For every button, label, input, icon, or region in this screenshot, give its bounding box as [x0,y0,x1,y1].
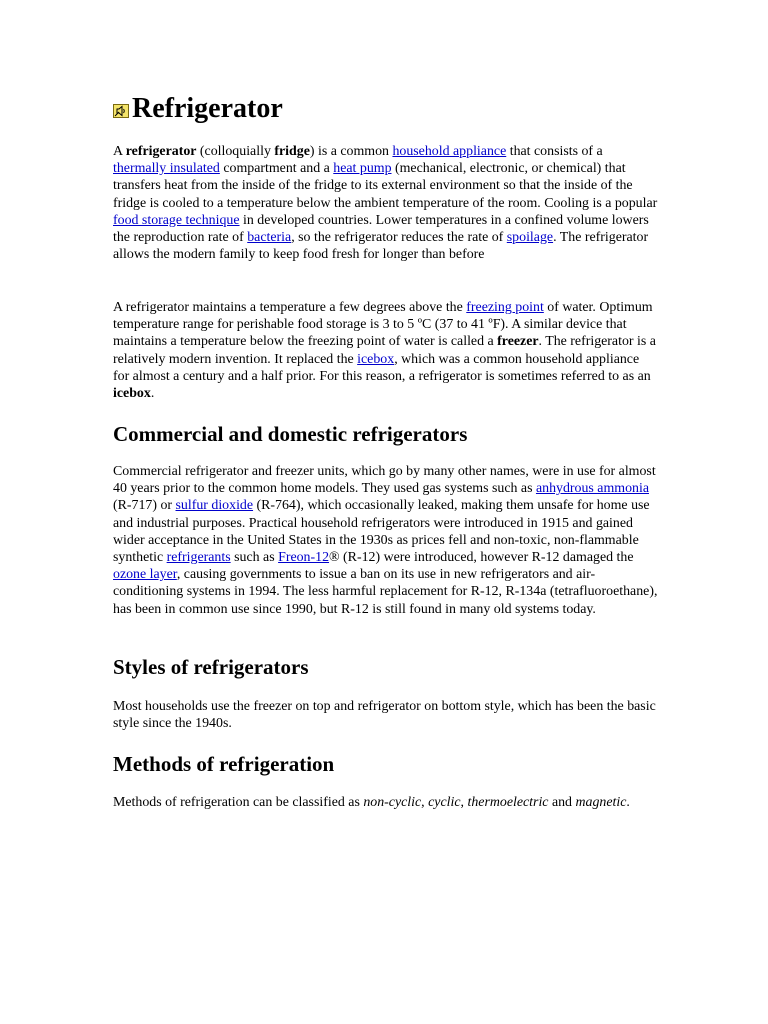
link-thermally-insulated[interactable]: thermally insulated [113,161,220,177]
link-food-storage-technique[interactable]: food storage technique [113,212,240,228]
text-span: Commercial refrigerator and freezer units, which go by many other names, were in use for almost 40 years prior to the common home models. They used gas systems such as [113,464,656,497]
text-span: (mechanical, electronic, or chemical) that transfers heat from the inside of the fridge to its external environment so that the inside of the fridge is cooled to a temperature below the ambient temperature of the room. Cooling is a popular [113,161,658,211]
text-span: compartment and a [219,161,334,177]
text-span: A [113,144,126,159]
text-span: (R-764), which occasionally leaked, making them unsafe for home use and industrial purposes. Practical household refrigerators were introduced in 1915 and gained wider acceptance in the United States in the 1930s as prices fell and non-toxic, non-flammable synthetic [113,498,650,566]
methods-paragraph [113,794,658,811]
text-span: in developed countries. Lower temperatures in a confined volume lowers the reproduction rate of [113,212,649,246]
italic-term-thermoelectric: thermoelectric [467,795,549,810]
text-span: , [460,795,468,810]
section-heading-styles: Styles of refrigerators [113,655,309,679]
text-span: A refrigerator maintains a temperature a few degrees above the [113,300,467,315]
text-span: . The refrigerator is a relatively modern invention. It replaced the [113,334,656,367]
speaker-icon[interactable] [113,103,129,119]
text-span: and [548,795,576,810]
link-freon-12[interactable]: Freon-12 [278,550,330,566]
section-heading-methods: Methods of refrigeration [113,752,335,776]
link-ozone-layer[interactable]: ozone layer [113,567,177,583]
link-anhydrous-ammonia[interactable]: anhydrous ammonia [535,481,649,497]
italic-term-cyclic: cyclic [428,795,461,810]
text-span: (colloquially [196,144,275,159]
text-span: of water. Optimum temperature range for perishable food storage is 3 to 5 ºC (37 to 41 ºF). A similar device that maintains a temperature below the freezing point of water is called a [113,300,653,350]
text-span: . [150,386,155,402]
intro-paragraph-2 [113,299,658,402]
link-icebox[interactable]: icebox [357,351,395,367]
text-span: that consists of a [506,144,603,159]
text-span: , causing governments to issue a ban on its use in new refrigerators and air-conditioning systems in 1994. The less harmful replacement for R-12, R-134a (tetrafluoroethane), has been in common use since 1990, but R-12 is still found in many old systems today. [113,567,658,617]
italic-term-magnetic: magnetic [575,795,627,810]
text-span: Methods of refrigeration can be classified as [113,795,364,810]
text-span: . [626,795,630,810]
text-span: . The refrigerator allows the modern family to keep food fresh for longer than before [113,230,649,263]
text-span: , [421,795,429,810]
title-row [113,92,283,126]
link-sulfur-dioxide[interactable]: sulfur dioxide [175,498,254,514]
text-span: ® (R-12) were introduced, however R-12 damaged the [329,550,634,566]
bold-term-icebox: icebox [113,386,151,402]
text-span: ) is a common [309,144,393,159]
italic-term-non-cyclic: non-cyclic [363,795,422,810]
text-span: , so the refrigerator reduces the rate of [291,230,507,246]
text-span: such as [230,550,279,566]
text-span: (R-717) or [113,498,176,514]
link-heat-pump[interactable]: heat pump [333,161,392,177]
bold-term-freezer: freezer [497,334,539,350]
bold-term-fridge: fridge [274,144,310,159]
link-refrigerants[interactable]: refrigerants [166,550,231,566]
intro-paragraph-1 [113,143,658,263]
link-household-appliance[interactable]: household appliance [392,144,507,159]
commercial-paragraph [113,463,658,618]
text-span: , which was a common household appliance for almost a century and a half prior. For this reason, a refrigerator is sometimes referred to as an [113,351,651,384]
link-spoilage[interactable]: spoilage [506,230,554,246]
link-bacteria[interactable]: bacteria [247,230,292,246]
styles-paragraph: Most households use the freezer on top and refrigerator on bottom style, which has been the basic style since the 1940s. [113,699,656,732]
page-title: Refrigerator [132,93,283,124]
section-heading-commercial: Commercial and domestic refrigerators [113,422,468,446]
bold-term-refrigerator: refrigerator [125,144,197,159]
link-freezing-point[interactable]: freezing point [466,300,544,315]
